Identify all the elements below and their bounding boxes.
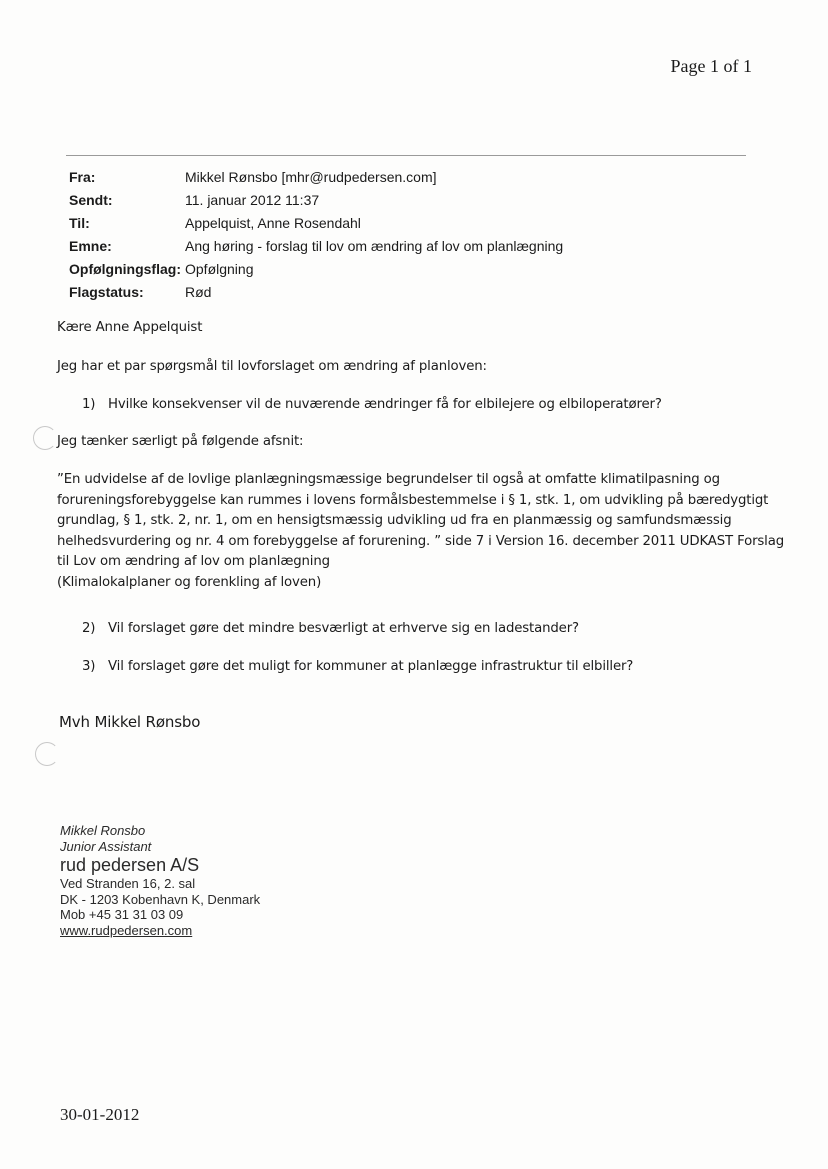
header-value: Ang høring - forslag til lov om ændring af lov om planlægning — [185, 238, 564, 254]
signature-address-street: Ved Stranden 16, 2. sal — [60, 876, 196, 891]
punch-hole-mark — [35, 742, 59, 766]
date-stamp: 30-01-2012 — [60, 1105, 140, 1124]
signature-mobile: Mob +45 31 31 03 09 — [60, 907, 184, 922]
signature-company: rud pedersen A/S — [60, 855, 200, 875]
signature-name: Mikkel Ronsbo — [60, 823, 146, 838]
quoted-passage — [57, 470, 785, 593]
header-value: Rød — [185, 284, 212, 300]
greeting: Kære Anne Appelquist — [57, 320, 203, 335]
closing: Mvh Mikkel Rønsbo — [59, 713, 201, 731]
intro-paragraph: Jeg har et par spørgsmål til lovforslaget om ændring af planloven: — [57, 359, 487, 374]
question-2 — [82, 621, 579, 636]
header-divider — [66, 155, 746, 156]
header-value: Mikkel Rønsbo [mhr@rudpedersen.com] — [185, 169, 437, 185]
quote-line: helhedsvurdering og nr. 4 om forebyggelse af forurening. ” side 7 i Version 16. december 2011 UDKAST Forslag — [57, 533, 785, 549]
question-text: Vil forslaget gøre det muligt for kommuner at planlægge infrastruktur til elbiller? — [108, 659, 634, 674]
header-value: Opfølgning — [185, 261, 254, 277]
signature-website-link[interactable]: www.rudpedersen.com — [60, 922, 193, 938]
email-signature — [60, 823, 260, 938]
question-text: Vil forslaget gøre det mindre besværligt at erhverve sig en ladestander? — [108, 621, 579, 636]
quote-line: grundlag, § 1, stk. 2, nr. 1, om en hensigtsmæssig udvikling ud fra en planmæssig og samfundsmæssig — [57, 513, 732, 528]
header-label: Emne: — [69, 238, 112, 254]
header-value: Appelquist, Anne Rosendahl — [185, 215, 361, 231]
header-value: 11. januar 2012 11:37 — [185, 192, 320, 208]
quote-line: forureningsforebyggelse kan rummes i lovens formålsbestemmelse i § 1, stk. 1, om udvikling på bæredygtigt — [57, 492, 769, 508]
page-number: Page 1 of 1 — [670, 56, 752, 76]
list-number: 1) — [82, 397, 96, 412]
header-label: Flagstatus: — [69, 284, 144, 300]
quote-line: ”En udvidelse af de lovlige planlægningsmæssige begrundelser til også at omfatte klimatilpasning og — [57, 472, 720, 487]
header-label: Sendt: — [69, 192, 113, 208]
header-label: Opfølgningsflag: — [69, 261, 181, 277]
signature-title: Junior Assistant — [60, 838, 152, 854]
header-label: Til: — [69, 215, 90, 231]
header-label: Fra: — [69, 169, 96, 185]
question-3 — [82, 659, 633, 674]
quote-line: til Lov om ændring af lov om planlægning — [57, 554, 330, 569]
lead-paragraph: Jeg tænker særligt på følgende afsnit: — [57, 434, 304, 449]
punch-hole-mark — [33, 426, 57, 450]
question-1 — [82, 397, 662, 412]
list-number: 2) — [82, 621, 96, 636]
signature-address-city: DK - 1203 Kobenhavn K, Denmark — [60, 891, 261, 907]
question-text: Hvilke konsekvenser vil de nuværende ændringer få for elbilejere og elbiloperatører? — [108, 397, 662, 412]
quote-line: (Klimalokalplaner og forenkling af loven) — [57, 574, 322, 590]
list-number: 3) — [82, 659, 96, 674]
